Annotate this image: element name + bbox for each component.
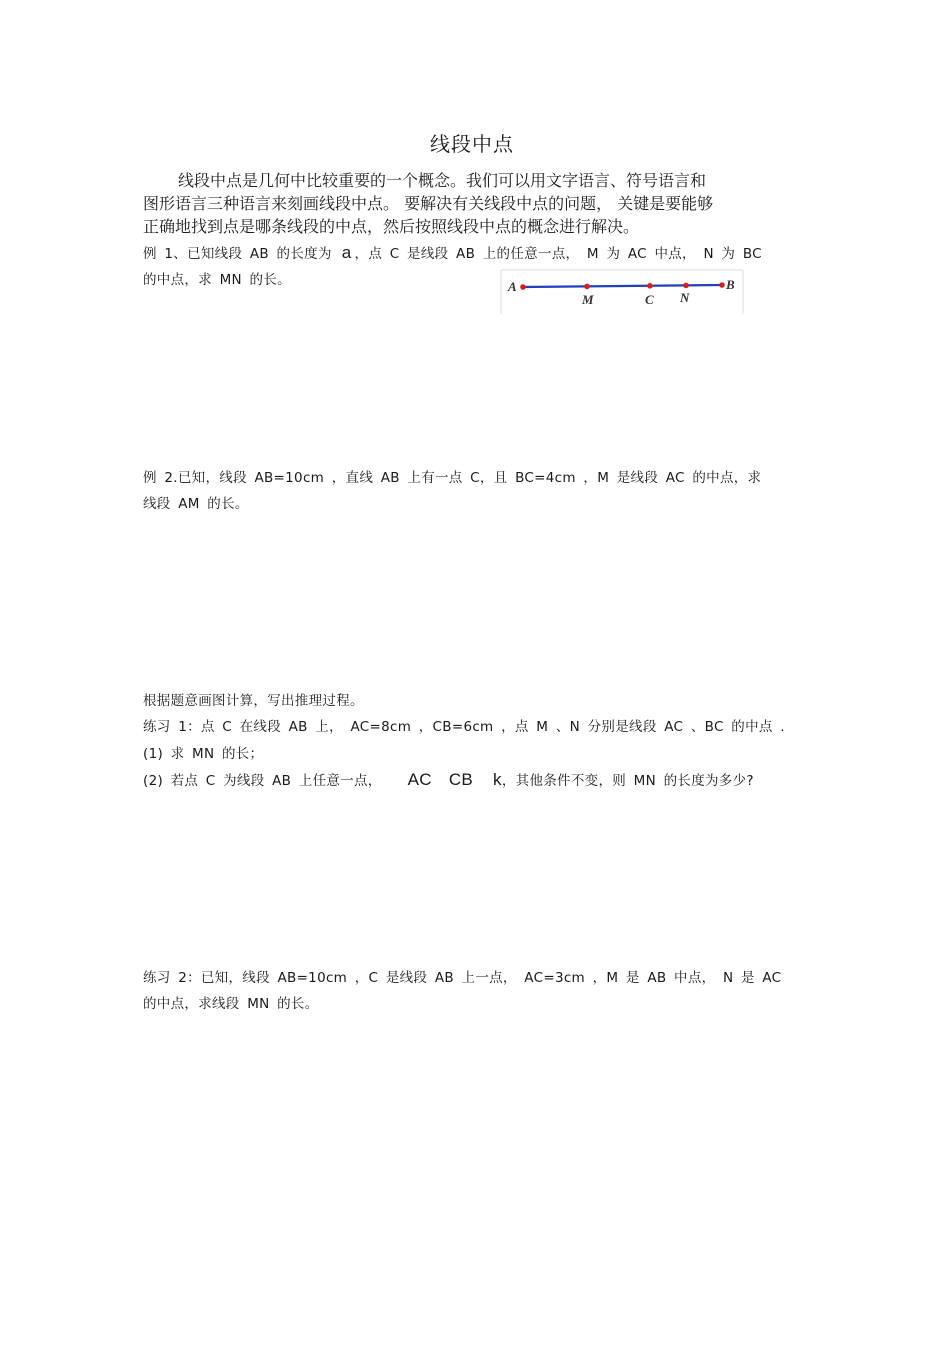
example-2-line-1: 例 2.已知，线段 AB=10cm ，直线 AB 上有一点 C，且 BC=4cm ，M 是线段 AC 的中点，求 [143, 470, 762, 486]
example-1-line-1 [143, 243, 762, 264]
example-2-line-2: 线段 AM 的长。 [143, 496, 249, 512]
practice-1-question-2 [143, 770, 754, 791]
label-a: A [508, 279, 517, 294]
point-a [520, 284, 526, 290]
practice-1-q2-text-a: (2) 若点 C 为线段 AB 上任意一点， [143, 773, 382, 789]
label-c: C [645, 292, 654, 307]
point-c [647, 283, 653, 289]
label-b: B [726, 277, 735, 292]
practice-1-question-1: (1) 求 MN 的长； [143, 746, 264, 762]
example-1-line-2: 的中点，求 MN 的长。 [143, 272, 291, 288]
segment-figure-svg [500, 268, 744, 314]
example-1-variable-a: a [341, 243, 352, 262]
page-title: 线段中点 [430, 132, 514, 156]
practice-1-q2-cb: CB [448, 770, 474, 789]
example-1-text-a: 例 1、已知线段 AB 的长度为 [143, 246, 332, 262]
intro-line-3: 正确地找到点是哪条线段的中点，然后按照线段中点的概念进行解决。 [143, 217, 640, 236]
label-m: M [582, 292, 594, 307]
intro-line-2: 图形语言三种语言来刻画线段中点。 要解决有关线段中点的问题， 关键是要能够 [143, 194, 714, 213]
segment-ab-line [523, 285, 722, 287]
practice-2-line-1: 练习 2：已知，线段 AB=10cm ，C 是线段 AB 上一点， AC=3cm ，M 是 AB 中点， N 是 AC [143, 970, 782, 986]
practice-1-line-1: 练习 1：点 C 在线段 AB 上， AC=8cm ，CB=6cm ，点 M 、N 分别是线段 AC 、BC 的中点 . [143, 719, 785, 735]
point-n [683, 283, 689, 289]
point-m [584, 284, 590, 290]
example-1-text-b: ，点 C 是线段 AB 上的任意一点， M 为 AC 中点， N 为 BC [354, 246, 762, 262]
practice-1-q2-text-b: ，其他条件不变，则 MN 的长度为多少? [501, 773, 754, 789]
point-b [719, 282, 725, 288]
intro-line-1: 线段中点是几何中比较重要的一个概念。我们可以用文字语言、符号语言和 [178, 171, 707, 190]
practice-1-q2-ac: AC [407, 770, 432, 789]
segment-figure [500, 268, 744, 314]
label-n: N [680, 290, 690, 305]
practice-1-q2-k: k [493, 770, 502, 789]
instruction-text: 根据题意画图计算，写出推理过程。 [143, 693, 364, 709]
practice-2-line-2: 的中点，求线段 MN 的长。 [143, 996, 319, 1012]
